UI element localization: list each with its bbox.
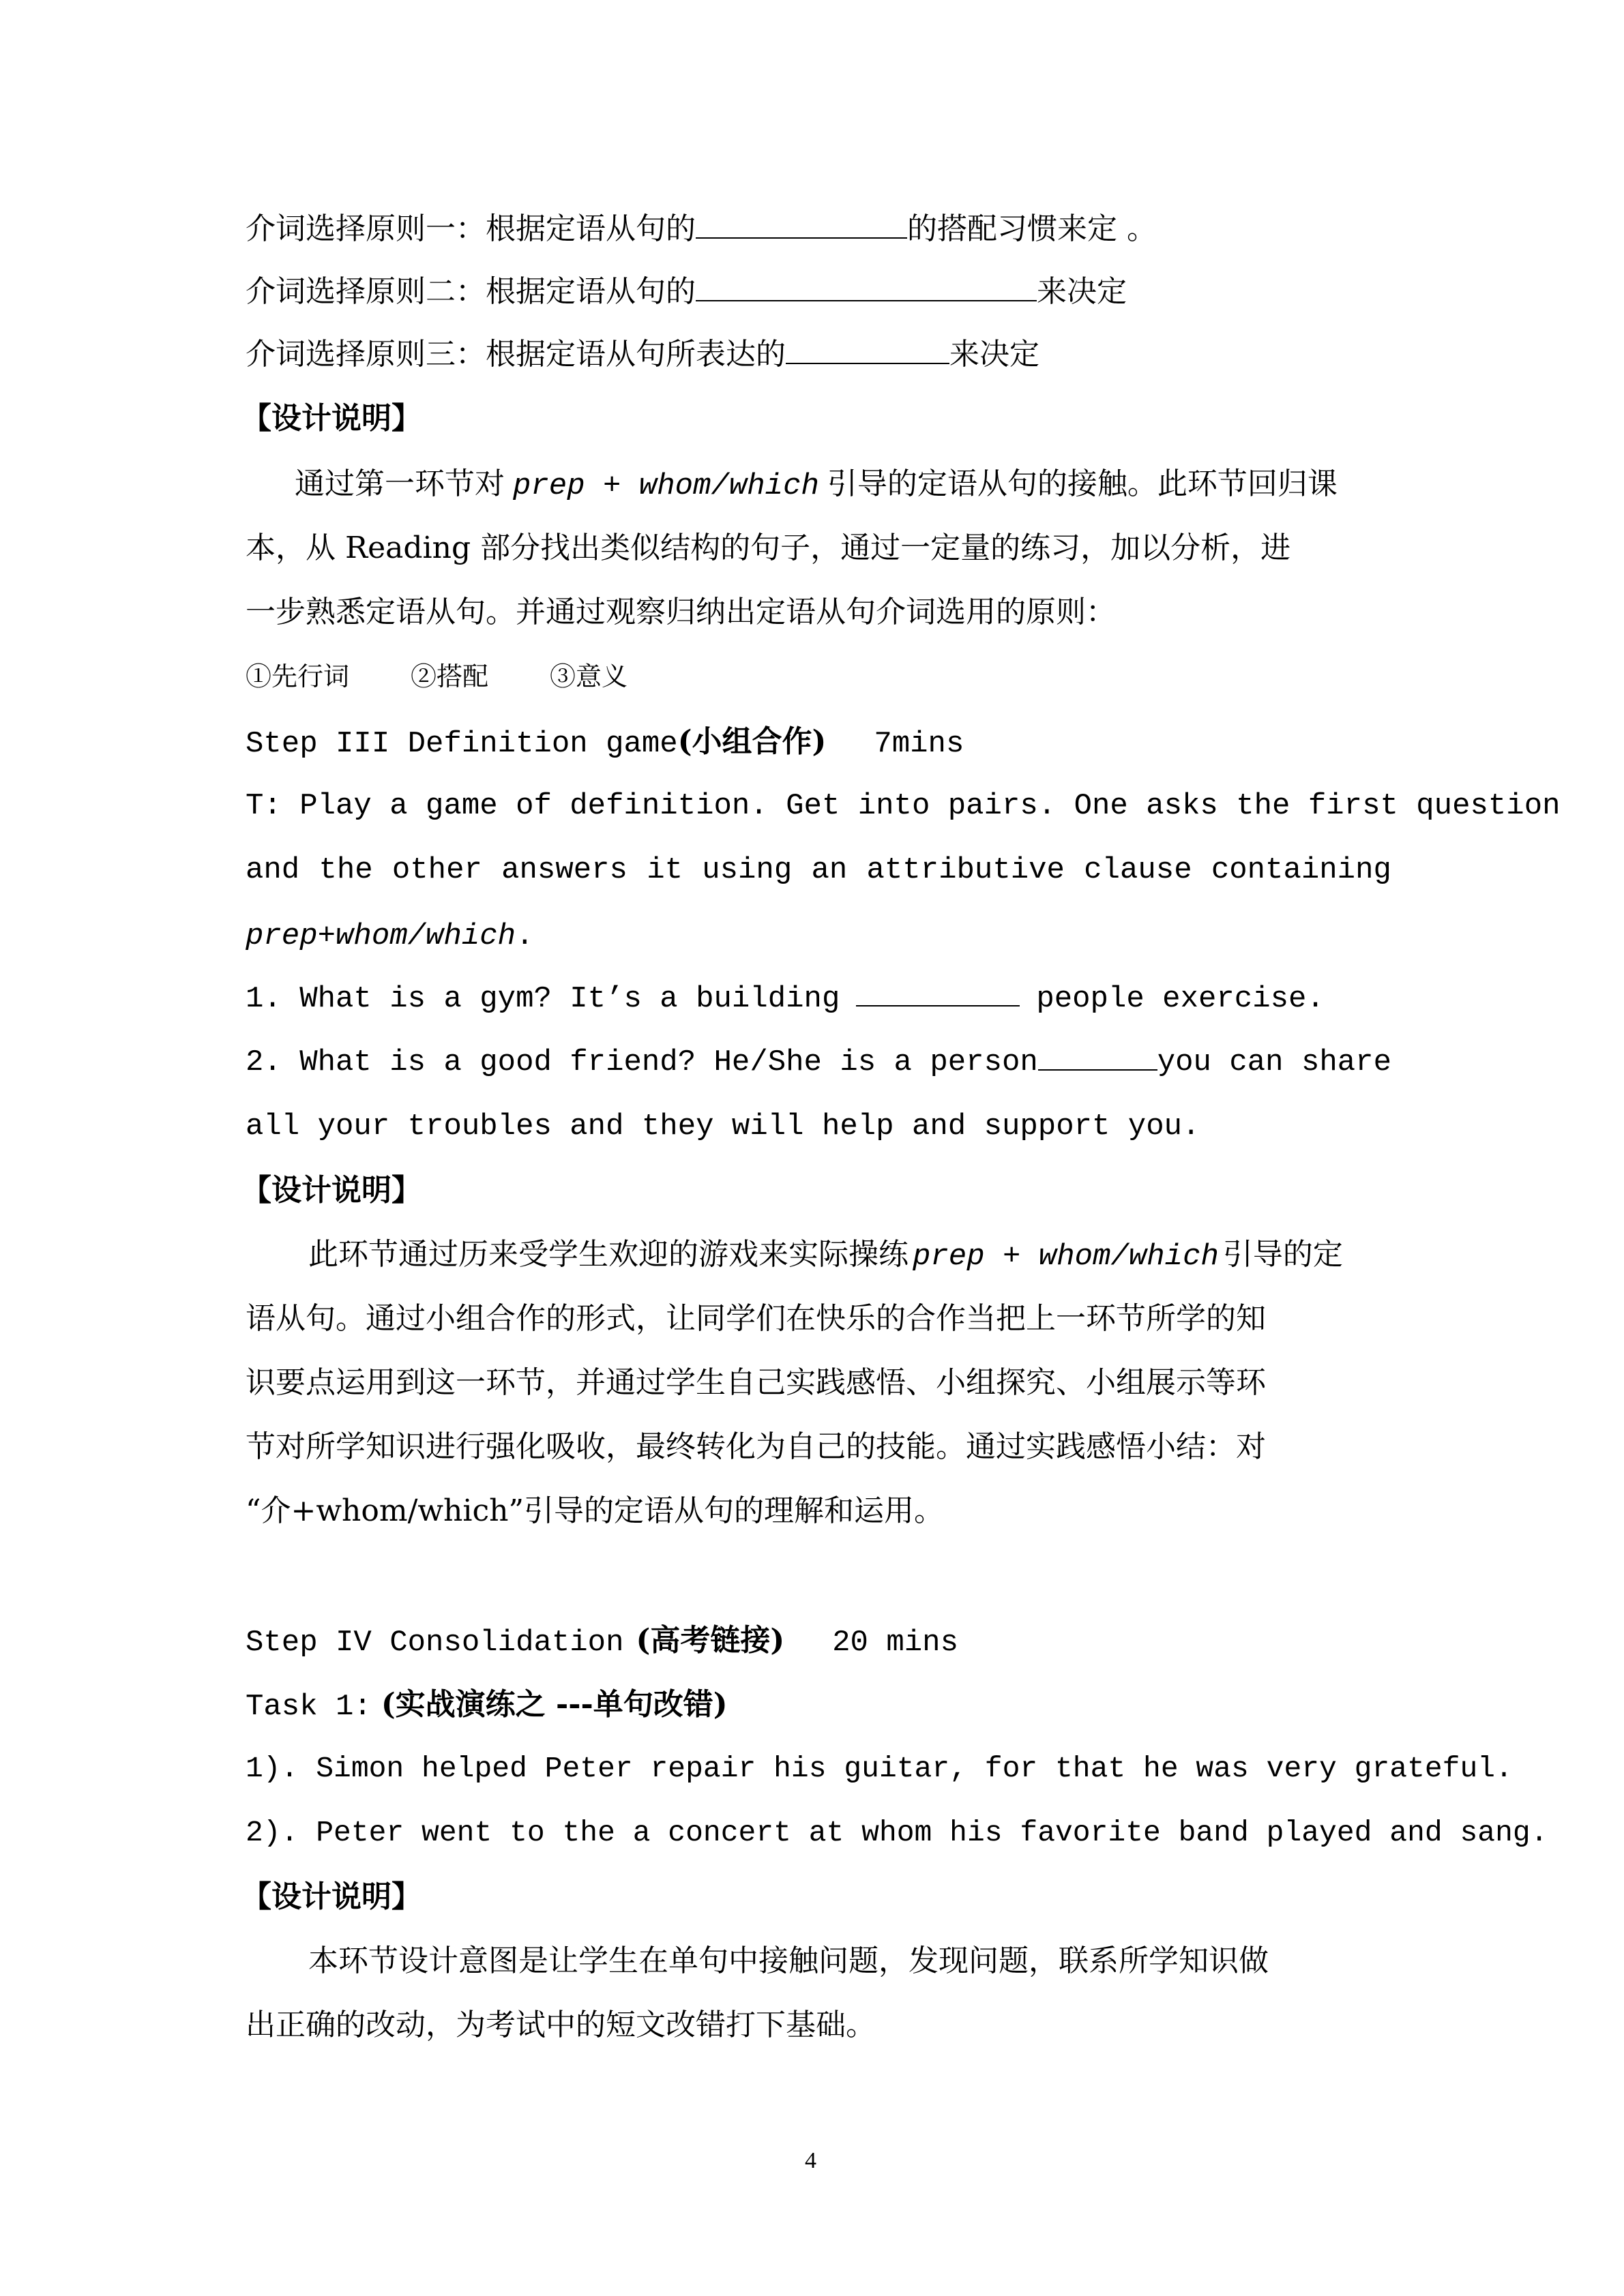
design-heading: 【设计说明】	[241, 1879, 422, 1914]
blank	[696, 273, 1037, 301]
design2-line2: 语从句。通过小组合作的形式，让同学们在快乐的合作当把上一环节所学的知	[246, 1301, 1266, 1336]
design1-line1: 通过第一环节对 prep + whom/which 引导的定语从句的接触。此环节回归课	[295, 466, 1338, 503]
step3-question-2-cont: all your troubles and they will help and support you.	[246, 1109, 1200, 1144]
design3-line2: 出正确的改动，为考试中的短文改错打下基础。	[246, 2008, 876, 2042]
task1-heading: Task 1: (实战演练之 ---单句改错)	[246, 1687, 728, 1724]
page-number: 4	[805, 2148, 816, 2173]
step3-question-1: 1. What is a gym? It’s a building people exercise.	[246, 978, 1325, 1019]
design-heading: 【设计说明】	[241, 1173, 422, 1208]
step4-heading: Step IV Consolidation (高考链接) 20 mins	[246, 1623, 958, 1660]
step3-instruction-line3: prep+whom/which.	[246, 919, 534, 953]
step3-instruction-line1: T: Play a game of definition. Get into pairs. One asks the first question	[246, 789, 1561, 823]
design1-items: ①先行词 ②搭配 ③意义	[246, 661, 628, 691]
task1-sentence-1: 1). Simon helped Peter repair his guitar, for that he was very grateful.	[246, 1752, 1513, 1785]
step3-heading: Step III Definition game(小组合作) 7mins	[246, 724, 964, 761]
task1-sentence-2: 2). Peter went to the a concert at whom his favorite band played and sang.	[246, 1816, 1548, 1849]
design2-line3: 识要点运用到这一环节，并通过学生自己实践感悟、小组探究、小组展示等环	[246, 1365, 1266, 1400]
principle-2: 介词选择原则二：根据定语从句的 来决定	[246, 274, 1127, 309]
design3-line1: 本环节设计意图是让学生在单句中接触问题，发现问题，联系所学知识做	[308, 1943, 1269, 1978]
principle-3: 介词选择原则三：根据定语从句所表达的 来决定	[246, 337, 1039, 372]
design2-line4: 节对所学知识进行强化吸收，最终转化为自己的技能。通过实践感悟小结：对	[246, 1429, 1266, 1464]
step3-instruction-line2: and the other answers it using an attributive clause containing	[246, 853, 1391, 887]
design-heading: 【设计说明】	[241, 401, 422, 436]
design2-line1: 此环节通过历来受学生欢迎的游戏来实际操练 prep + whom/which 引导的定	[308, 1237, 1343, 1274]
blank	[696, 210, 907, 239]
design1-line2: 本，从 Reading 部分找出类似结构的句子，通过一定量的练习，加以分析，进	[246, 531, 1291, 565]
design1-line3: 一步熟悉定语从句。并通过观察归纳出定语从句介词选用的原则：	[246, 595, 1116, 629]
blank	[786, 336, 949, 364]
principle-1: 介词选择原则一：根据定语从句的 的搭配习惯来定 。	[246, 211, 1157, 246]
design2-line5: “介+whom/which”引导的定语从句的理解和运用。	[246, 1493, 944, 1528]
step3-question-2: 2. What is a good friend? He/She is a person you can share	[246, 1042, 1391, 1083]
blank	[1038, 1042, 1157, 1071]
blank	[856, 978, 1020, 1007]
